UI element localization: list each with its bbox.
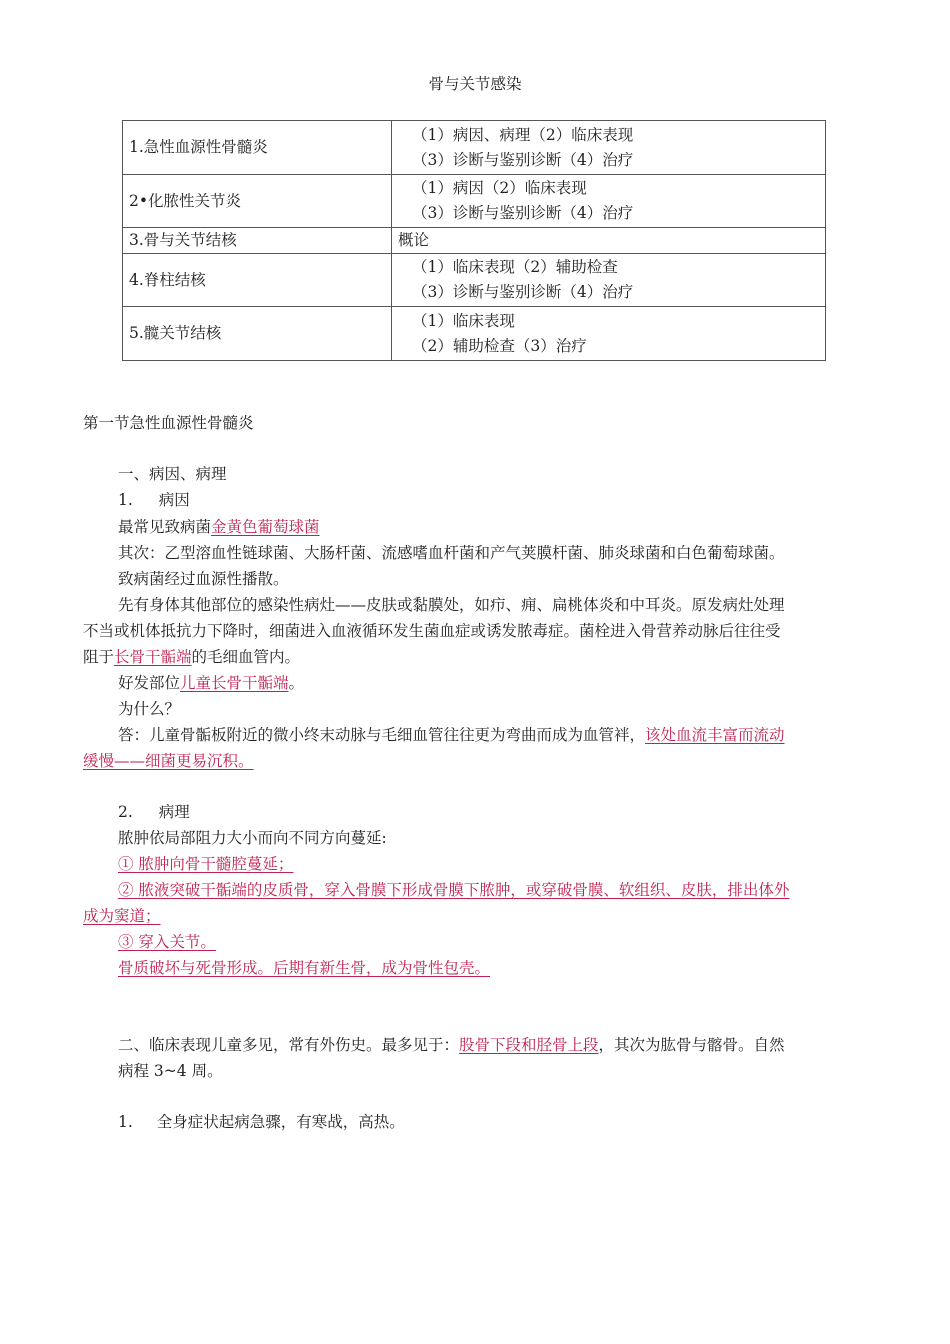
symptom-item: 1. 全身症状起病急骤，有寒战，高热。 [118, 1113, 405, 1131]
subheading-cause: 1. 病因 [118, 491, 190, 509]
subtopic-cell [392, 254, 826, 307]
subtopic-line: （3）诊断与鉴别诊断（4）治疗 [412, 150, 634, 169]
part1-heading: 一、病因、病理 [118, 465, 227, 483]
topic-cell: 4.脊柱结核 [123, 254, 392, 307]
subtopic-line: 概论 [398, 231, 430, 249]
answer-line [83, 748, 254, 774]
highlight-text: 长骨干骺端 [114, 648, 192, 666]
pathogen-line: 最常见致病菌金黄色葡萄球菌 [118, 518, 320, 536]
subtopic-line: （3）诊断与鉴别诊断（4）治疗 [412, 283, 634, 301]
pathway-item: ③ 穿入关节。 [118, 933, 216, 951]
highlight-text: 该处血流丰富而流动 [645, 726, 785, 744]
topic-cell: 1.急性血源性骨髓炎 [123, 121, 392, 175]
course-line: 病程 3~4 周。 [118, 1062, 223, 1080]
table-row [123, 307, 826, 361]
subtopic-line: （1）病因（2）临床表现 [412, 179, 587, 197]
table-row [123, 228, 826, 254]
topic-cell: 2•化脓性关节炎 [123, 175, 392, 228]
pathway-item-cont: 成为窦道； [83, 907, 161, 925]
outcome-line: 骨质破坏与死骨形成。后期有新生骨，成为骨性包壳。 [118, 959, 491, 977]
question-line: 为什么？ [118, 700, 181, 718]
paragraph-line: 阻于长骨干骺端的毛细血管内。 [83, 648, 301, 666]
page-title: 骨与关节感染 [428, 75, 522, 93]
subtopic-cell [392, 121, 826, 175]
highlight-text: 股骨下段和胫骨上段 [459, 1036, 599, 1054]
highlight-text: 儿童长骨干骺端 [180, 674, 289, 692]
highlight-text: 金黄色葡萄球菌 [211, 518, 320, 536]
highlight-text: 缓慢——细菌更易沉积。 [83, 752, 254, 770]
secondary-pathogens: 其次：乙型溶血性链球菌、大肠杆菌、流感嗜血杆菌和产气荚膜杆菌、肺炎球菌和白色葡萄球菌。 [118, 544, 785, 562]
subtopic-line: （2）辅助检查（3）治疗 [412, 336, 587, 355]
subtopic-cell [392, 307, 826, 361]
paragraph-line: 不当或机体抵抗力下降时，细菌进入血液循环发生菌血症或诱发脓毒症。菌栓进入骨营养动脉后往往受 [83, 622, 781, 640]
subtopic-line: （1）临床表现（2）辅助检查 [412, 258, 618, 276]
answer-line: 答：儿童骨骺板附近的微小终末动脉与毛细血管往往更为弯曲而成为血管袢，该处血流丰富而流动 [118, 726, 785, 744]
pathway-item: ② 脓液突破干骺端的皮质骨，穿入骨膜下形成骨膜下脓肿，或穿破骨膜、软组织、皮肤，排出体外 [118, 881, 790, 899]
topic-cell: 3.骨与关节结核 [123, 228, 392, 254]
table-row [123, 175, 826, 228]
spread-intro: 脓肿依局部阻力大小而向不同方向蔓延: [118, 829, 387, 847]
spread-line: 致病菌经过血源性播散。 [118, 570, 289, 588]
table-row [123, 254, 826, 307]
subtopic-line: （1）病因、病理（2）临床表现 [412, 125, 634, 144]
subtopic-cell [392, 228, 826, 254]
outline-table [122, 120, 826, 361]
subheading-pathology: 2. 病理 [118, 803, 190, 821]
table-row [123, 121, 826, 175]
pathway-item: ① 脓肿向骨干髓腔蔓延； [118, 855, 294, 873]
site-line: 好发部位儿童长骨干骺端。 [118, 674, 305, 692]
paragraph-line: 先有身体其他部位的感染性病灶——皮肤或黏膜处，如疖、痈、扁桃体炎和中耳炎。原发病灶处理 [118, 596, 785, 614]
topic-cell: 5.髋关节结核 [123, 307, 392, 361]
subtopic-cell [392, 175, 826, 228]
part2-heading: 二、临床表现儿童多见，常有外伤史。最多见于：股骨下段和胫骨上段，其次为肱骨与髂骨。自然 [118, 1036, 785, 1054]
subtopic-line: （1）临床表现 [412, 311, 515, 330]
subtopic-line: （3）诊断与鉴别诊断（4）治疗 [412, 204, 634, 222]
section-heading: 第一节急性血源性骨髓炎 [83, 414, 254, 432]
